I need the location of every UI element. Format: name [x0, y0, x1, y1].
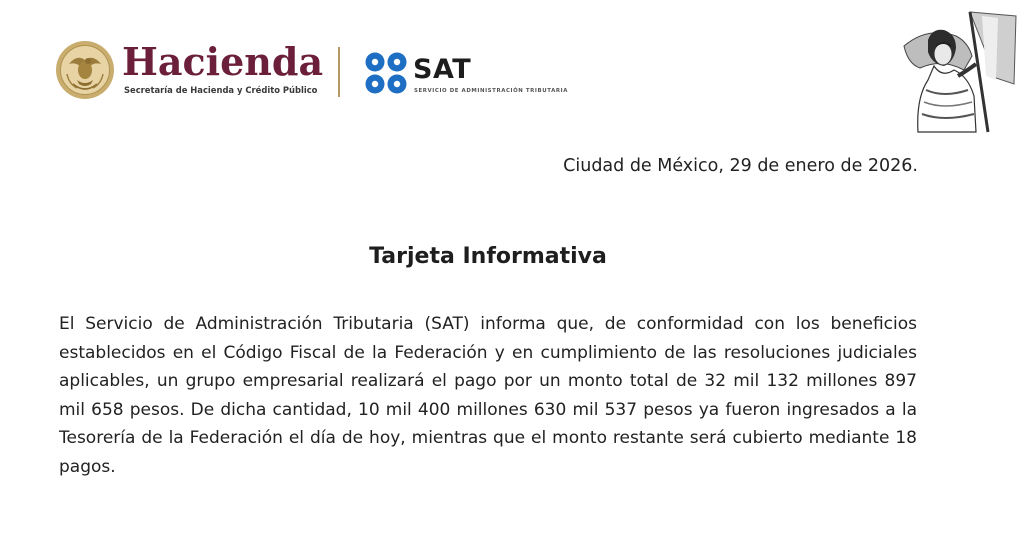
- hacienda-logo-text: Hacienda: [122, 39, 324, 84]
- document-body-paragraph: El Servicio de Administración Tributaria (SAT) informa que, de conformidad con los beneficios establecidos en el Código Fiscal de la Federación y en cumplimiento de las resoluciones judiciales aplicables, un grupo empresarial realizará el pago por un monto total de 32 mil 132 millones 897 mil 658 pesos. De dicha cantidad, 10 mil 400 millones 630 mil 537 pesos ya fueron ingresados a la Tesorería de la Federación el día de hoy, mientras que el monto restante será cubierto mediante 18 pagos.: [59, 314, 917, 477]
- hacienda-logo-subtitle: Secretaría de Hacienda y Crédito Público: [124, 85, 318, 95]
- woman-with-flag-illustration: [898, 6, 1020, 134]
- document-title: Tarjeta Informativa: [369, 244, 607, 269]
- sat-logo-text: SAT: [413, 54, 472, 85]
- document-date: Ciudad de México, 29 de enero de 2026.: [563, 156, 918, 176]
- four-blue-dots-icon: [364, 51, 408, 95]
- logo-divider: [338, 47, 340, 97]
- document-header: [0, 0, 1024, 140]
- sat-logo-subtitle: SERVICIO DE ADMINISTRACIÓN TRIBUTARIA: [414, 88, 568, 94]
- mexican-coat-of-arms-seal-icon: [55, 40, 115, 100]
